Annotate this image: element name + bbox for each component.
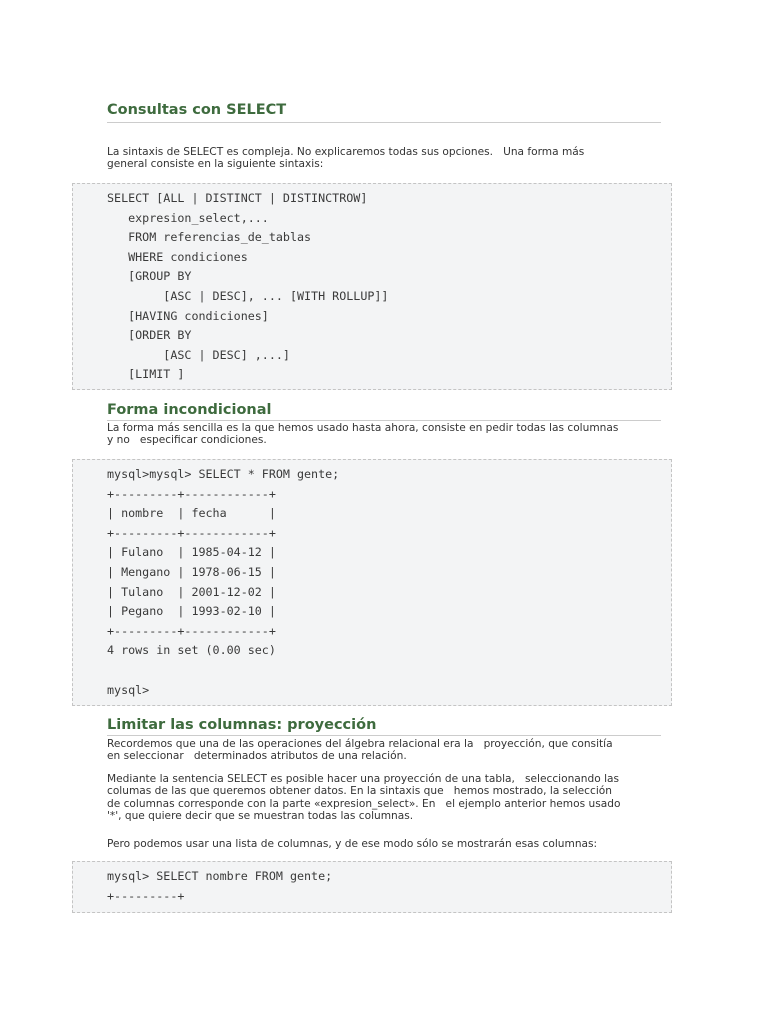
code-line: | nombre | fecha | [107, 506, 276, 521]
code-line: SELECT [ALL | DISTINCT | DISTINCTROW] [107, 191, 368, 205]
code-line: | Pegano | 1993-02-10 | [107, 604, 276, 619]
paragraph-proyeccion-detail: Mediante la sentencia SELECT es posible hacer una proyección de una tabla, seleccionando las columas de las que queremos obtener datos. En la sintaxis que hemos mostrado, la selección de columnas corresponde con la parte «expresion_select». En el ejemplo anterior hemos usado '*', que quiere decir que se muestran todas las columnas. [107, 773, 621, 823]
code-line: [GROUP BY [107, 269, 192, 284]
code-line: expresion_select,... [107, 210, 269, 225]
section-heading-forma-incondicional: Forma incondicional [107, 401, 661, 421]
section-heading-limitar-columnas: Limitar las columnas: proyección [107, 716, 661, 736]
code-line: [ORDER BY [107, 328, 192, 343]
code-block-select-all [72, 459, 672, 706]
code-line: 4 rows in set (0.00 sec) [107, 643, 276, 658]
code-block-select-syntax [72, 183, 672, 390]
code-line: mysql> [107, 682, 150, 697]
code-block-select-nombre [72, 861, 672, 913]
code-line: [HAVING condiciones] [107, 308, 269, 323]
paragraph-proyeccion-intro: Recordemos que una de las operaciones del álgebra relacional era la proyección, que consitía en seleccionar determinados atributos de una relación. [107, 738, 613, 763]
code-line: +---------+------------+ [107, 486, 276, 501]
code-line: | Fulano | 1985-04-12 | [107, 545, 276, 560]
code-line: mysql> SELECT nombre FROM gente; [107, 869, 333, 883]
code-line: WHERE condiciones [107, 249, 248, 264]
code-line: +---------+------------+ [107, 525, 276, 540]
section-heading-consultas-select: Consultas con SELECT [107, 101, 661, 123]
paragraph-forma-incondicional: La forma más sencilla es la que hemos usado hasta ahora, consiste en pedir todas las columnas y no especificar condiciones. [107, 422, 619, 447]
code-line: +---------+ [107, 888, 185, 903]
paragraph-select-syntax-intro: La sintaxis de SELECT es compleja. No explicaremos todas sus opciones. Una forma más general consiste en la siguiente sintaxis: [107, 146, 585, 171]
code-line: mysql>mysql> SELECT * FROM gente; [107, 467, 340, 481]
paragraph-lista-columnas: Pero podemos usar una lista de columnas, y de ese modo sólo se mostrarán esas columnas: [107, 838, 598, 850]
code-line: [ASC | DESC] ,...] [107, 347, 290, 362]
code-line: | Mengano | 1978-06-15 | [107, 565, 276, 579]
code-line: [ASC | DESC], ... [WITH ROLLUP]] [107, 289, 389, 303]
code-line: | Tulano | 2001-12-02 | [107, 584, 276, 599]
code-line: +---------+------------+ [107, 623, 276, 638]
code-line: [LIMIT ] [107, 367, 185, 382]
code-line: FROM referencias_de_tablas [107, 230, 312, 245]
